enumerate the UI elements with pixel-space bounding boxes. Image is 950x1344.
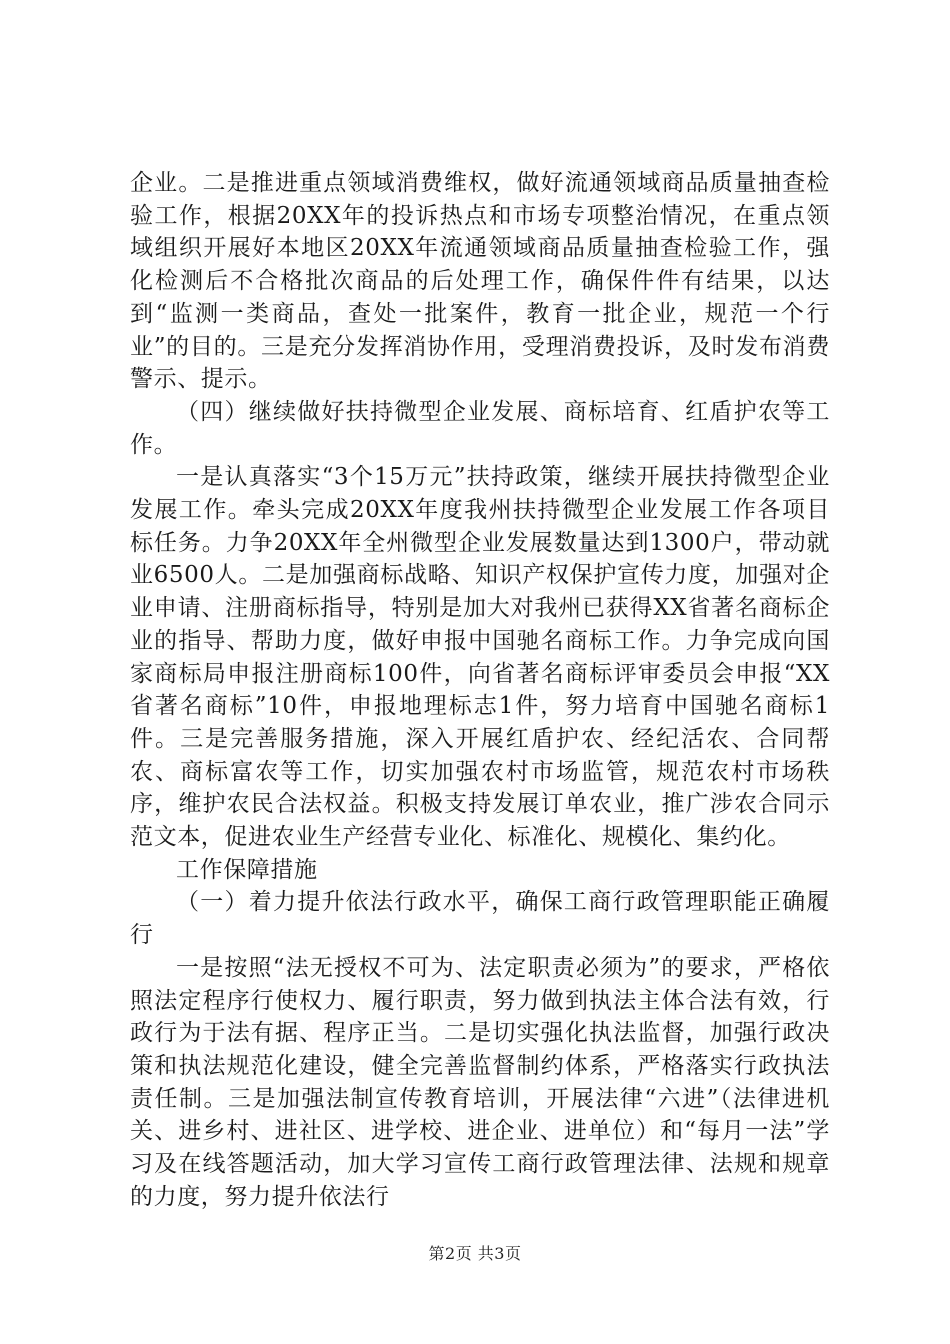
section-heading-safeguards: 工作保障措施: [176, 856, 318, 883]
document-body: [130, 167, 830, 1214]
page-number-footer: 第2页 共3页: [428, 1244, 522, 1263]
section-heading-micro-enterprise: （四）继续做好扶持微型企业发展、商标培育、红盾护农等工作。: [130, 398, 830, 458]
section-heading-rule-of-law: （一）着力提升依法行政水平，确保工商行政管理职能正确履行: [130, 889, 830, 949]
paragraph-micro-enterprise: 一是认真落实“3个15万元”扶持政策，继续开展扶持微型企业发展工作。牵头完成20XX年度我州扶持微型企业发展工作各项目标任务。力争20XX年全州微型企业发展数量达到1300户，带动就业6500人。二是加强商标战略、知识产权保护宣传力度，加强对企业申请、注册商标指导，特别是加大对我州已获得XX省著名商标企业的指导、帮助力度，做好申报中国驰名商标工作。力争完成向国家商标局申报注册商标100件，向省著名商标评审委员会申报“XX省著名商标”10件，申报地理标志1件，努力培育中国驰名商标1件。三是完善服务措施，深入开展红盾护农、经纪活农、合同帮农、商标富农等工作，切实加强农村市场监管，规范农村市场秩序，维护农民合法权益。积极支持发展订单农业，推广涉农合同示范文本，促进农业生产经营专业化、标准化、规模化、集约化。: [130, 464, 830, 851]
paragraph-consumer-rights: 企业。二是推进重点领域消费维权，做好流通领域商品质量抽查检验工作，根据20XX年的投诉热点和市场专项整治情况，在重点领域组织开展好本地区20XX年流通领域商品质量抽查检验工作，强化检测后不合格批次商品的后处理工作，确保件件有结果，以达到“监测一类商品，查处一批案件，教育一批企业，规范一个行业”的目的。三是充分发挥消协作用，受理消费投诉，及时发布消费警示、提示。: [130, 170, 830, 393]
paragraph-rule-of-law: 一是按照“法无授权不可为、法定职责必须为”的要求，严格依照法定程序行使权力、履行职责，努力做到执法主体合法有效，行政行为于法有据、程序正当。二是切实强化执法监督，加强行政决策和执法规范化建设，健全完善监督制约体系，严格落实行政执法责任制。三是加强法制宣传教育培训，开展法律“六进”（法律进机关、进乡村、进社区、进学校、进企业、进单位）和“每月一法”学习及在线答题活动，加大学习宣传工商行政管理法律、法规和规章的力度，努力提升依法行: [130, 954, 830, 1210]
